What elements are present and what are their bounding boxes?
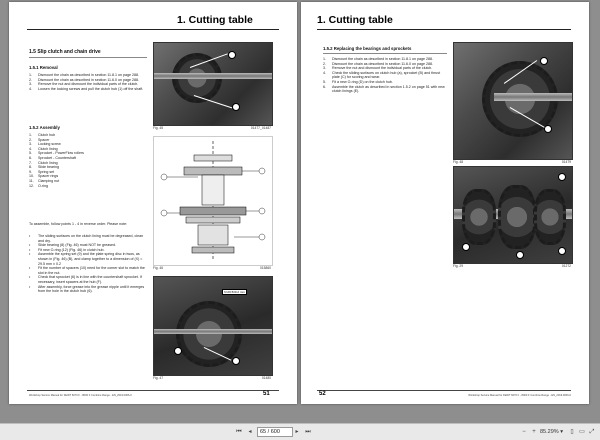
callout-marker (174, 347, 182, 355)
page-number: 52 (319, 391, 326, 397)
item-number: 3. (29, 142, 32, 147)
zoom-level[interactable]: 85.29% ▾ (540, 429, 563, 435)
chapter-title: 1. Cutting table (177, 14, 253, 26)
figure-photo (153, 276, 273, 376)
caret-down-icon: ▾ (560, 429, 563, 435)
item-number: 2. (29, 137, 32, 142)
item-text: Remove the nut and dismount the individual parts of the clutch. (332, 66, 433, 71)
figure-reference: 01272 (561, 264, 571, 268)
item-text: Spacer rings (38, 174, 59, 179)
item-text: Spring set (38, 169, 55, 174)
figure-reference: 01480 (261, 376, 271, 380)
sprocket-graphic (534, 189, 566, 245)
callout-marker (540, 57, 548, 65)
first-page-icon: ⏮ (236, 429, 242, 435)
bullet-icon: • (29, 266, 31, 271)
figure-caption: Fig. 29 (453, 264, 464, 268)
bullet-item (29, 252, 147, 266)
item-number: 1. (323, 57, 326, 61)
item-number: 11. (29, 178, 34, 183)
assembly-intro: To assemble, follow points 1 - 4 in reverse order. Please note: (29, 222, 128, 226)
callout-marker (232, 103, 240, 111)
first-page-button[interactable] (235, 427, 243, 437)
zoom-out-button[interactable] (520, 427, 528, 437)
item-number: 1. (29, 133, 32, 137)
figure-reference: 01477_01487 (250, 126, 271, 130)
section-title: 1.5 Slip clutch and chain drive (29, 49, 101, 55)
page-number: 51 (263, 391, 270, 397)
item-text: Remove the nut and dismount the individual parts of the clutch. (38, 82, 139, 87)
bullet-item (29, 234, 147, 243)
figure-caption: Fig. 48 (453, 160, 464, 164)
item-number: 12. (29, 183, 34, 188)
item-text: Check the sliding surfaces on clutch hub (a), sprocket (B) and thrust plate (C) for scoring and wear. (332, 70, 441, 80)
bullet-icon: • (29, 275, 31, 280)
page-view-button[interactable] (568, 427, 576, 437)
assembly-heading: 1.5.2 Assembly (29, 125, 60, 130)
item-number: 4. (29, 146, 32, 151)
item-text: Clutch lining (38, 160, 58, 165)
list-item (29, 87, 147, 92)
bullet-icon: • (29, 247, 31, 252)
page-footer: Workshop Service Manual for FEIDT 6070 F - 8000 F Combine Range - EN_2019.0006-0 (468, 394, 571, 397)
figure-caption: Fig. 46 (153, 266, 164, 270)
clutch-plate-graphic (462, 189, 496, 245)
previous-page-button[interactable] (246, 427, 254, 437)
footer-rule (27, 390, 279, 391)
title-rule (27, 29, 279, 30)
item-text: Dismount the chain as described in section 11.6.0 on page 288. (332, 61, 434, 66)
footer-rule (317, 390, 571, 391)
fit-width-button[interactable] (578, 427, 586, 437)
item-number: 7. (29, 160, 32, 165)
item-number: 3. (323, 66, 326, 71)
item-number: 6. (29, 155, 32, 160)
bullet-item (29, 266, 147, 275)
fullscreen-icon: ⤢ (589, 429, 595, 435)
section-rule (29, 57, 147, 58)
bullet-item (29, 285, 147, 294)
bullet-icon: • (29, 252, 31, 257)
callout-marker (544, 125, 552, 133)
page-number-input[interactable]: 65 / 600 (257, 427, 293, 437)
figure-photo (153, 42, 273, 126)
removal-heading: 1.5.1 Removal (29, 65, 58, 70)
item-text: Clutch hub (38, 133, 56, 137)
title-rule (317, 29, 571, 30)
item-text: Spacer (38, 137, 50, 142)
item-number: 6. (323, 84, 326, 89)
dimension-label: h=29.5±0.2 mm (224, 290, 245, 294)
list-item (29, 184, 147, 189)
removal-steps (29, 73, 147, 91)
list-item (323, 85, 447, 94)
item-text: Dismount the chain as described in section 11.8.1 on page 288. (38, 73, 140, 77)
figure-caption: Fig. 45 (153, 126, 164, 130)
figure-diagram (153, 136, 273, 266)
item-number: 10. (29, 174, 34, 179)
bullet-icon: • (29, 284, 31, 289)
last-page-button[interactable] (304, 427, 312, 437)
bullet-icon: • (29, 234, 31, 238)
bullet-text: Slide bearing (8) (Fig. 46) must NOT be greased. (38, 243, 117, 248)
section-rule (323, 53, 447, 54)
item-number: 2. (323, 61, 326, 66)
minus-icon: − (522, 429, 526, 435)
item-text: Dismount the chain as described in section 11.6.0 on page 288. (38, 77, 140, 82)
chevron-right-icon: ▸ (295, 429, 299, 435)
shaft-graphic (154, 329, 272, 334)
assembly-parts-list (29, 133, 147, 188)
exploded-view-drawing (154, 137, 272, 265)
figure-photo (453, 42, 573, 160)
bullet-text: After assembly, force grease into the grease nipple until it emerges from the hole in the clutch hub (6). (38, 284, 145, 294)
fullscreen-button[interactable] (588, 427, 596, 437)
item-number: 5. (29, 151, 32, 156)
item-text: Loosen the locking screws and pull the clutch hub (1) off the shaft. (38, 86, 144, 91)
callout-marker (558, 247, 566, 255)
item-number: 4. (323, 70, 326, 75)
assembly-notes (29, 234, 147, 294)
next-page-button[interactable] (293, 427, 301, 437)
sprocket-graphic (498, 185, 536, 249)
item-number: 9. (29, 169, 32, 174)
callout-marker (558, 173, 566, 181)
callout-marker (516, 251, 524, 259)
bullet-text: The sliding surfaces on the clutch lining must be degreased, clean and dry. (38, 234, 144, 243)
left-page (9, 2, 297, 404)
item-text: Clamping nut (38, 178, 60, 183)
item-number: 8. (29, 165, 32, 170)
fit-width-icon: ▭ (579, 429, 585, 435)
viewer-toolbar (0, 423, 600, 440)
bullet-icon: • (29, 243, 31, 248)
plus-icon: + (532, 429, 536, 435)
item-number: 5. (323, 79, 326, 84)
page-footer: Workshop Service Manual for FEIDT 6070 F - 8000 F Combine Range - EN_2019.0006-0 (29, 394, 132, 397)
item-text: Clutch lining (38, 146, 58, 151)
figure-photo (453, 166, 573, 264)
item-text: Fit a new O-ring (D) on the clutch hub. (332, 79, 393, 84)
chapter-title: 1. Cutting table (317, 14, 393, 26)
shaft-graphic (494, 93, 572, 101)
item-text: Slide bearing (38, 165, 59, 170)
item-number: 4. (29, 86, 32, 91)
figure-reference: 01479 (561, 160, 571, 164)
figure-caption: Fig. 47 (153, 376, 164, 380)
callout-marker (462, 243, 470, 251)
bullet-item (29, 275, 147, 284)
bullet-text: Check that sprocket (6) is in line with the countershaft sprocket. If necessary, insert spacers at the hub (F). (38, 275, 142, 284)
item-text: Dismount the chain as described in section 11.8.1 on page 288. (332, 57, 434, 61)
bullet-text: Fit the number of spacers (10) need for the corner slot to match the slot in the nut. (38, 266, 145, 275)
sprocket-graphic (176, 301, 242, 367)
chevron-left-icon: ◂ (248, 429, 252, 435)
section-title: 1.5.2 Replacing the bearings and sprockets (323, 46, 412, 51)
item-text: Sprocket - Countershaft (38, 155, 76, 160)
item-text: Sprocket - PowerFlow rollers (38, 151, 84, 156)
item-text: Locking screw (38, 142, 61, 147)
item-number: 2. (29, 77, 32, 82)
item-number: 1. (29, 73, 32, 77)
page-icon: ▯ (570, 429, 574, 435)
item-number: 3. (29, 82, 32, 87)
list-item (323, 71, 447, 80)
right-page (301, 2, 589, 404)
figure-reference: 015860 (259, 266, 271, 270)
callout-marker (232, 357, 240, 365)
item-text: Assemble the clutch as described in section 1.5.2 on page 51 with new clutch linings (E). (332, 84, 445, 94)
callout-marker (228, 51, 236, 59)
replacement-steps (323, 57, 447, 94)
last-page-icon: ⏭ (305, 429, 311, 435)
shaft-graphic (154, 73, 272, 79)
bullet-text: Assemble the spring set (9) and the plate spring disc in twos, as shown in (Fig. 46) (B), and clamp together to a dimension of (X) = 29.5 mm ± 0.2 (38, 252, 143, 266)
bullet-text: Fit new O-ring (12) (Fig. 46) in clutch hub. (38, 247, 105, 252)
item-text: O-ring (38, 183, 48, 188)
zoom-in-button[interactable] (530, 427, 538, 437)
